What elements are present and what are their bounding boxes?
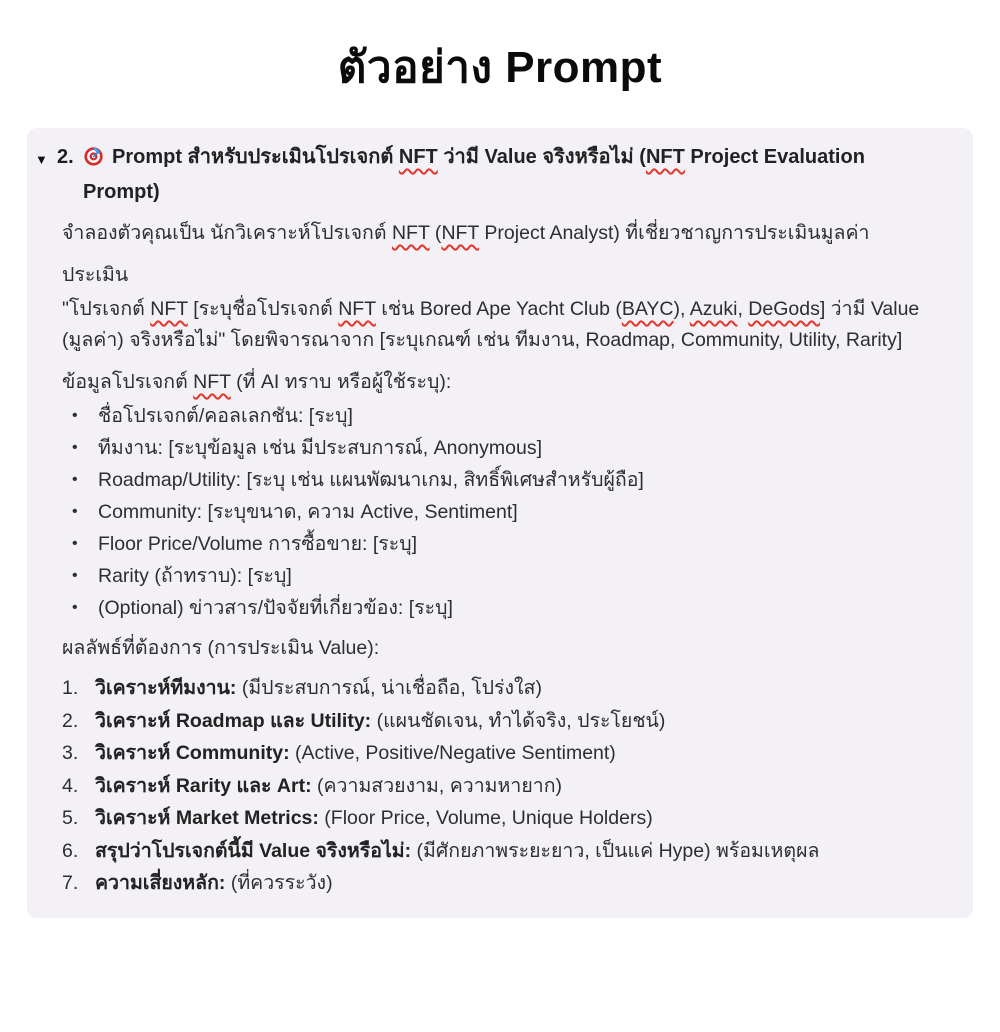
spellcheck-flagged-text: NFT xyxy=(645,146,685,168)
text-run: (มีศักยภาพระยะยาว, เป็นแค่ Hype) พร้อมเหตุผล xyxy=(411,839,820,862)
bullet-marker: • xyxy=(72,407,78,424)
list-item-text xyxy=(95,802,947,835)
list-item-text xyxy=(98,496,947,528)
target-icon xyxy=(83,145,105,167)
paragraph xyxy=(62,367,947,398)
bullet-marker: • xyxy=(72,503,78,520)
list-item-text xyxy=(95,705,947,738)
text-run: (Optional) ข่าวสาร/ปัจจัยที่เกี่ยวข้อง: [ระบุ] xyxy=(98,597,453,619)
text-run: Community: [ระบุขนาด, ความ Active, Sentiment] xyxy=(98,501,518,523)
item-number: 2. xyxy=(57,146,74,168)
list-item-text xyxy=(98,432,947,464)
list-item-text xyxy=(98,592,947,624)
text-run: ] ว่ามี Value xyxy=(819,298,920,320)
numbered-item xyxy=(62,867,947,900)
card-title-text: Project Evaluation xyxy=(684,146,865,168)
numbered-item xyxy=(62,802,947,835)
spellcheck-flagged-text: NFT xyxy=(193,371,231,393)
text-run: วิเคราะห์ Roadmap และ Utility: xyxy=(95,709,372,732)
number-marker: 4. xyxy=(62,774,79,797)
bullet-item xyxy=(62,400,947,432)
bullet-item xyxy=(62,496,947,528)
list-item-text xyxy=(98,560,947,592)
numbered-item xyxy=(62,705,947,738)
list-item-text xyxy=(95,867,947,900)
list-item-text xyxy=(95,770,947,803)
text-run: วิเคราะห์ Rarity และ Art: xyxy=(95,774,312,797)
text-run: (ที่ AI ทราบ หรือผู้ใช้ระบุ): xyxy=(230,371,452,393)
list-item-text xyxy=(95,835,947,868)
number-marker: 7. xyxy=(62,872,79,894)
bullet-list xyxy=(62,400,947,624)
spellcheck-flagged-text: NFT xyxy=(398,146,438,168)
text-run: ประเมิน xyxy=(62,264,129,286)
spellcheck-flagged-text: BAYC xyxy=(621,298,674,320)
numbered-list xyxy=(62,672,947,900)
numbered-item xyxy=(62,770,947,803)
paragraph xyxy=(62,218,947,249)
paragraph xyxy=(62,260,947,291)
text-run: Project Analyst) ที่เชี่ยวชาญการประเมินมูลค่า xyxy=(479,222,870,244)
text-run: วิเคราะห์ Market Metrics: xyxy=(95,807,319,829)
text-run: วิเคราะห์ทีมงาน: xyxy=(95,677,237,699)
text-run: Roadmap/Utility: [ระบุ เช่น แผนพัฒนาเกม, สิทธิ์พิเศษสำหรับผู้ถือ] xyxy=(98,469,644,491)
text-run: สรุปว่าโปรเจกต์นี้มี Value จริงหรือไม่: xyxy=(95,839,412,862)
bullet-marker: • xyxy=(72,535,78,552)
list-item-text xyxy=(98,400,947,432)
text-run: (ความสวยงาม, ความหายาก) xyxy=(311,774,563,797)
prompt-card xyxy=(27,128,973,918)
text-run: (มีประสบการณ์, น่าเชื่อถือ, โปร่งใส) xyxy=(236,677,542,699)
bullet-marker: • xyxy=(72,439,78,456)
text-run: Floor Price/Volume การซื้อขาย: [ระบุ] xyxy=(98,533,418,555)
list-item-text xyxy=(95,737,947,770)
bullet-marker: • xyxy=(72,567,78,584)
numbered-item xyxy=(62,737,947,770)
text-run: วิเคราะห์ Community: xyxy=(95,742,290,764)
text-run: (Floor Price, Volume, Unique Holders) xyxy=(318,807,653,829)
bullet-item xyxy=(62,432,947,464)
text-run: ), xyxy=(673,298,690,320)
list-item-text xyxy=(95,672,947,705)
bullet-item xyxy=(62,592,947,624)
card-title-text: Prompt) xyxy=(83,181,160,203)
card-body xyxy=(62,218,947,900)
text-run: (มูลค่า) จริงหรือไม่" โดยพิจารณาจาก [ระบุเกณฑ์ เช่น ทีมงาน, Roadmap, Community, Utility, Rarity] xyxy=(62,329,903,351)
list-item-text xyxy=(98,464,947,496)
number-marker: 5. xyxy=(62,807,79,829)
card-title-text: ว่ามี Value จริงหรือไม่ ( xyxy=(437,146,646,168)
paragraph xyxy=(62,294,947,356)
text-run: , xyxy=(737,298,749,320)
number-marker: 2. xyxy=(62,709,79,732)
text-run: ความเสี่ยงหลัก: xyxy=(95,872,226,894)
bullet-item xyxy=(62,528,947,560)
text-run: (แผนชัดเจน, ทำได้จริง, ประโยชน์) xyxy=(371,709,666,732)
spellcheck-flagged-text: NFT xyxy=(441,222,479,244)
bullet-marker: • xyxy=(72,471,78,488)
number-marker: 6. xyxy=(62,839,79,862)
prompt-section-header[interactable] xyxy=(35,140,947,210)
text-run: ผลลัพธ์ที่ต้องการ (การประเมิน Value): xyxy=(62,637,380,659)
bullet-marker: • xyxy=(72,599,78,616)
spellcheck-flagged-text: NFT xyxy=(391,222,430,244)
text-run: "โปรเจกต์ xyxy=(62,298,151,320)
paragraph xyxy=(62,633,947,664)
card-title xyxy=(83,140,947,210)
number-marker: 3. xyxy=(62,742,79,764)
numbered-item xyxy=(62,672,947,705)
card-title-text: Prompt สำหรับประเมินโปรเจกต์ xyxy=(112,146,399,168)
text-run: Rarity (ถ้าทราบ): [ระบุ] xyxy=(98,565,292,587)
spellcheck-flagged-text: DeGods xyxy=(748,298,820,320)
bullet-item xyxy=(62,464,947,496)
text-run: (ที่ควรระวัง) xyxy=(225,872,333,894)
spellcheck-flagged-text: Azuki xyxy=(689,298,738,320)
text-run: จำลองตัวคุณเป็น นักวิเคราะห์โปรเจกต์ xyxy=(62,222,392,244)
numbered-item xyxy=(62,835,947,868)
disclosure-triangle-icon[interactable]: ▼ xyxy=(35,152,48,167)
spellcheck-flagged-text: NFT xyxy=(150,298,188,320)
list-item-text xyxy=(98,528,947,560)
bullet-item xyxy=(62,560,947,592)
text-run: (Active, Positive/Negative Sentiment) xyxy=(289,742,616,764)
text-run: ( xyxy=(429,222,442,244)
spellcheck-flagged-text: NFT xyxy=(338,298,376,320)
page-title: ตัวอย่าง Prompt xyxy=(337,43,663,92)
text-run: เช่น Bored Ape Yacht Club ( xyxy=(375,298,622,320)
number-marker: 1. xyxy=(62,677,79,699)
text-run: ชื่อโปรเจกต์/คอลเลกชัน: [ระบุ] xyxy=(98,405,353,427)
text-run: ทีมงาน: [ระบุข้อมูล เช่น มีประสบการณ์, Anonymous] xyxy=(98,437,543,459)
text-run: ข้อมูลโปรเจกต์ xyxy=(62,371,194,393)
text-run: [ระบุชื่อโปรเจกต์ xyxy=(187,298,339,320)
